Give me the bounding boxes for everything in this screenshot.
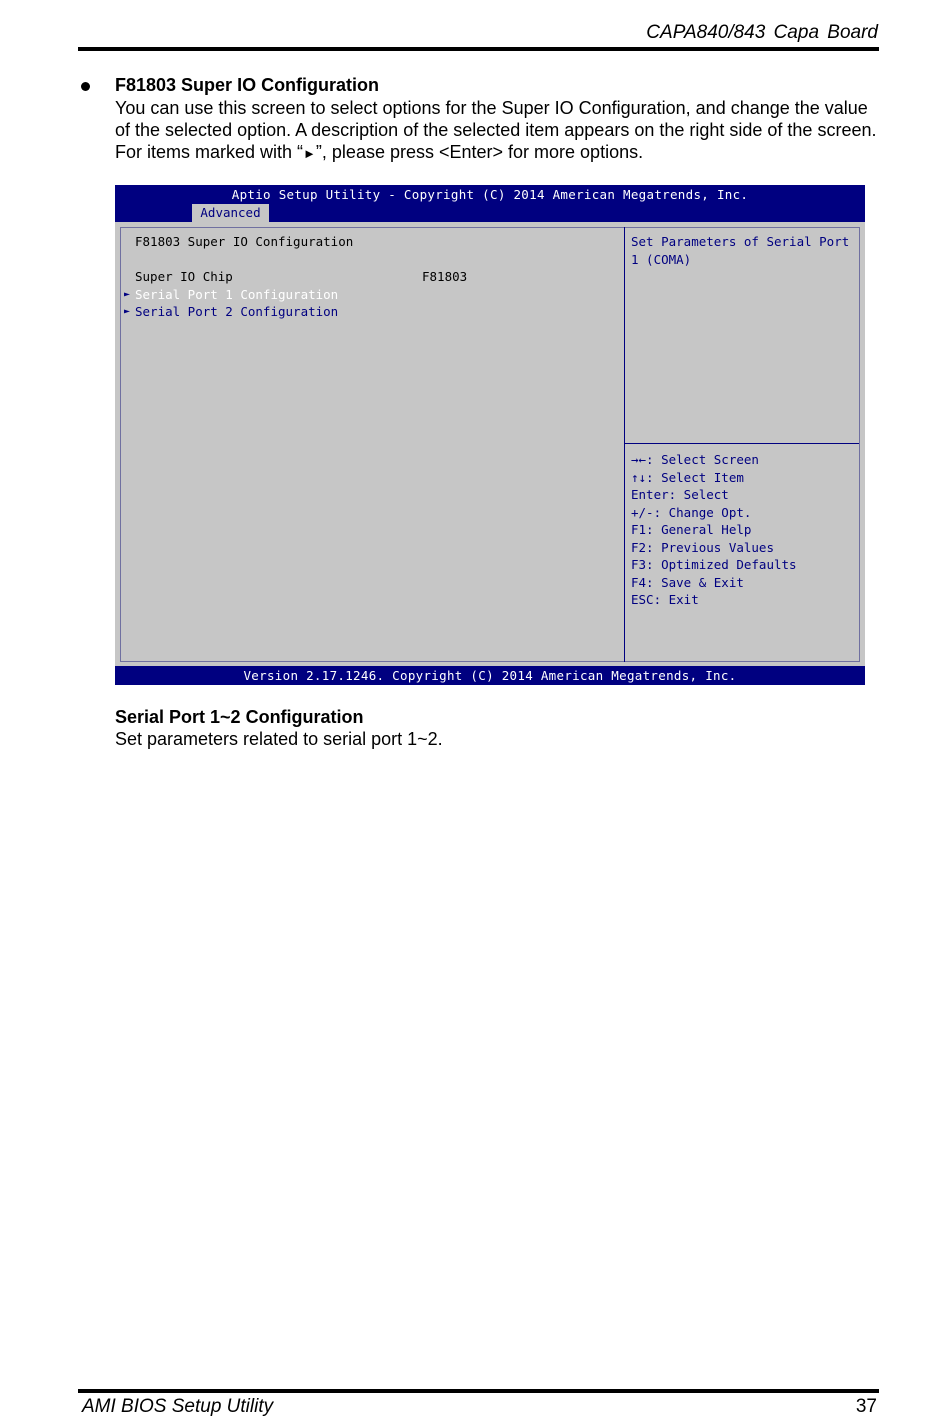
bios-title-bar	[115, 185, 865, 222]
description-text-before: You can use this screen to select options for the Super IO Configuration, and change the value of the selected option. A description of the selected item appears on the right side of the screen. For items marked with “	[115, 98, 877, 162]
bullet-icon	[81, 82, 90, 91]
tab-advanced[interactable]: Advanced	[192, 204, 269, 222]
menu-item-serial-port-1[interactable]: Serial Port 1 Configuration	[135, 287, 339, 302]
super-io-chip-label: Super IO Chip	[135, 269, 233, 284]
subsection-title: Serial Port 1~2 Configuration	[115, 707, 364, 727]
key-legend-item: F4: Save & Exit	[631, 574, 744, 590]
key-legend-item: →←: Select Screen	[631, 452, 759, 467]
submenu-arrow-icon: ►	[124, 289, 131, 300]
super-io-chip-value: F81803	[422, 269, 468, 284]
key-legend-item: F2: Previous Values	[631, 539, 774, 555]
key-legend-item: F3: Optimized Defaults	[631, 557, 797, 572]
footer-rule	[78, 1389, 879, 1393]
bios-help-description: Set Parameters of Serial Port 1 (COMA)	[631, 234, 850, 267]
key-legend-item: ↑↓: Select Item	[631, 469, 744, 485]
bios-panel-divider	[624, 227, 625, 662]
submenu-arrow-icon: ►	[124, 306, 131, 317]
submenu-marker-icon: ►	[303, 146, 316, 161]
bios-version: Version 2.17.1246. Copyright (C) 2014 American Megatrends, Inc.	[243, 668, 737, 683]
description-text-after: ”, please press <Enter> for more options.	[315, 142, 644, 162]
key-legend-item: +/-: Change Opt.	[631, 504, 752, 520]
page-number: 37	[855, 1396, 877, 1417]
subsection-text: Set parameters related to serial port 1~2.	[115, 729, 443, 749]
key-legend-item: Enter: Select	[631, 487, 729, 502]
menu-item-serial-port-2[interactable]: Serial Port 2 Configuration	[135, 304, 339, 319]
document-header: CAPA840/843 Capa Board	[646, 22, 878, 43]
key-legend-item: ESC: Exit	[631, 592, 699, 607]
bios-title: Aptio Setup Utility - Copyright (C) 2014 American Megatrends, Inc.	[231, 187, 749, 202]
key-legend-item: F1: General Help	[631, 522, 752, 537]
footer-section-name: AMI BIOS Setup Utility	[82, 1396, 274, 1417]
bios-help-divider	[625, 443, 859, 444]
section-description	[115, 97, 880, 165]
header-rule	[78, 47, 879, 51]
bios-version-bar	[115, 666, 865, 685]
section-title: F81803 Super IO Configuration	[115, 75, 380, 95]
bios-page-title: F81803 Super IO Configuration	[135, 234, 354, 249]
bios-key-legend	[631, 451, 797, 609]
bios-screenshot	[115, 185, 865, 685]
